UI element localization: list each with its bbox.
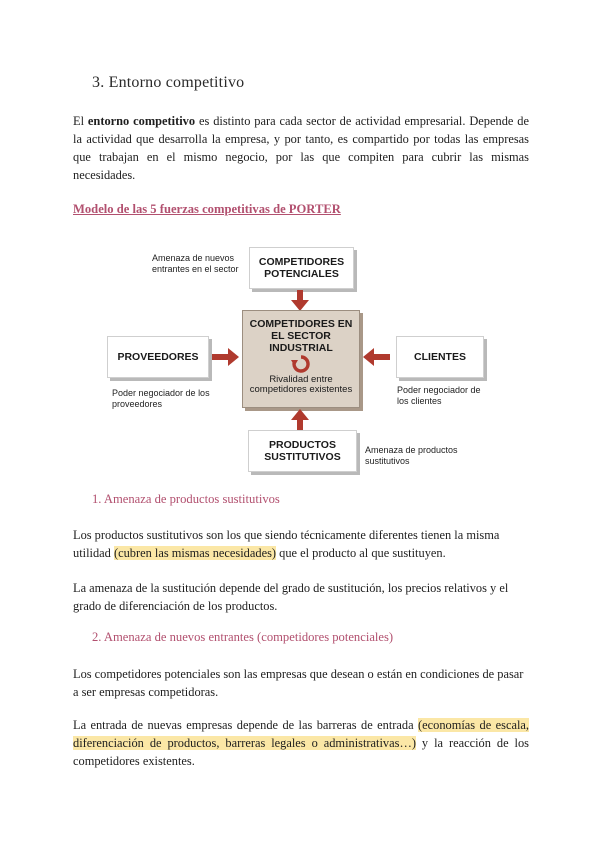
section2-p2-highlight: (economías de escala, diferenciación de productos, barreras legales o administrativas…) — [73, 718, 529, 750]
section1-paragraph1 — [73, 526, 529, 562]
top-box-competidores-potenciales: COMPETIDORES POTENCIALES — [249, 247, 354, 289]
arrow-bottom-up — [287, 409, 313, 431]
arrow-left-right — [212, 344, 240, 370]
center-box-competidores-sector — [242, 310, 360, 408]
arrow-top-down — [287, 290, 313, 312]
section1-p1-end: que el producto al que sustituyen. — [276, 546, 446, 560]
section2-title: 2. Amenaza de nuevos entrantes (competidores potenciales) — [92, 630, 394, 644]
intro-paragraph — [73, 112, 529, 184]
rivalry-cycle-icon — [243, 355, 359, 373]
section1-paragraph2: La amenaza de la sustitución depende del grado de sustitución, los precios relativos y el grado de diferenciación de los productos. — [73, 581, 509, 613]
section2-paragraph2 — [73, 716, 529, 770]
center-subtitle: Rivalidad entre competidores existentes — [249, 374, 353, 395]
porter-model-title: Modelo de las 5 fuerzas competitivas de PORTER — [73, 202, 341, 216]
porter-diagram — [100, 240, 480, 474]
left-box-proveedores: PROVEEDORES — [107, 336, 209, 378]
intro-bold-term: entorno competitivo — [87, 114, 196, 128]
arrow-right-left — [362, 344, 390, 370]
intro-text-start: El — [73, 114, 88, 128]
center-title: COMPETIDORES EN EL SECTOR INDUSTRIAL — [249, 318, 353, 354]
bottom-note: Amenaza de productos sustitutivos — [365, 445, 458, 466]
top-note: Amenaza de nuevos entrantes en el sector — [152, 253, 239, 274]
section2-p2-start: La entrada de nuevas empresas depende de las barreras de entrada — [73, 718, 419, 732]
section1-p1-highlight: (cubren las mismas necesidades) — [113, 546, 277, 560]
section-heading: 3. Entorno competitivo — [92, 74, 245, 91]
bottom-box-productos-sustitutivos: PRODUCTOS SUSTITUTIVOS — [248, 430, 357, 472]
section2-paragraph1: Los competidores potenciales son las empresas que desean o están en condiciones de pasar a ser empresas competidoras. — [73, 667, 524, 699]
section2-p2-end: y la reacción de los competidores existentes. — [73, 736, 529, 768]
section1-title: 1. Amenaza de productos sustitutivos — [92, 492, 280, 506]
intro-text-end: es distinto para cada sector de actividad empresarial. Depende de la actividad que desarrolla la empresa, y por tanto, es compartido por todas las empresas que trabajan en el mismo negocio, por las que compiten para cubrir las mismas necesidades. — [73, 114, 529, 182]
section1-p1-start: Los productos sustitutivos son los que siendo técnicamente diferentes tienen la misma utilidad — [73, 528, 500, 560]
right-note: Poder negociador de los clientes — [397, 385, 481, 406]
left-note: Poder negociador de los proveedores — [112, 388, 210, 409]
right-box-clientes: CLIENTES — [396, 336, 484, 378]
